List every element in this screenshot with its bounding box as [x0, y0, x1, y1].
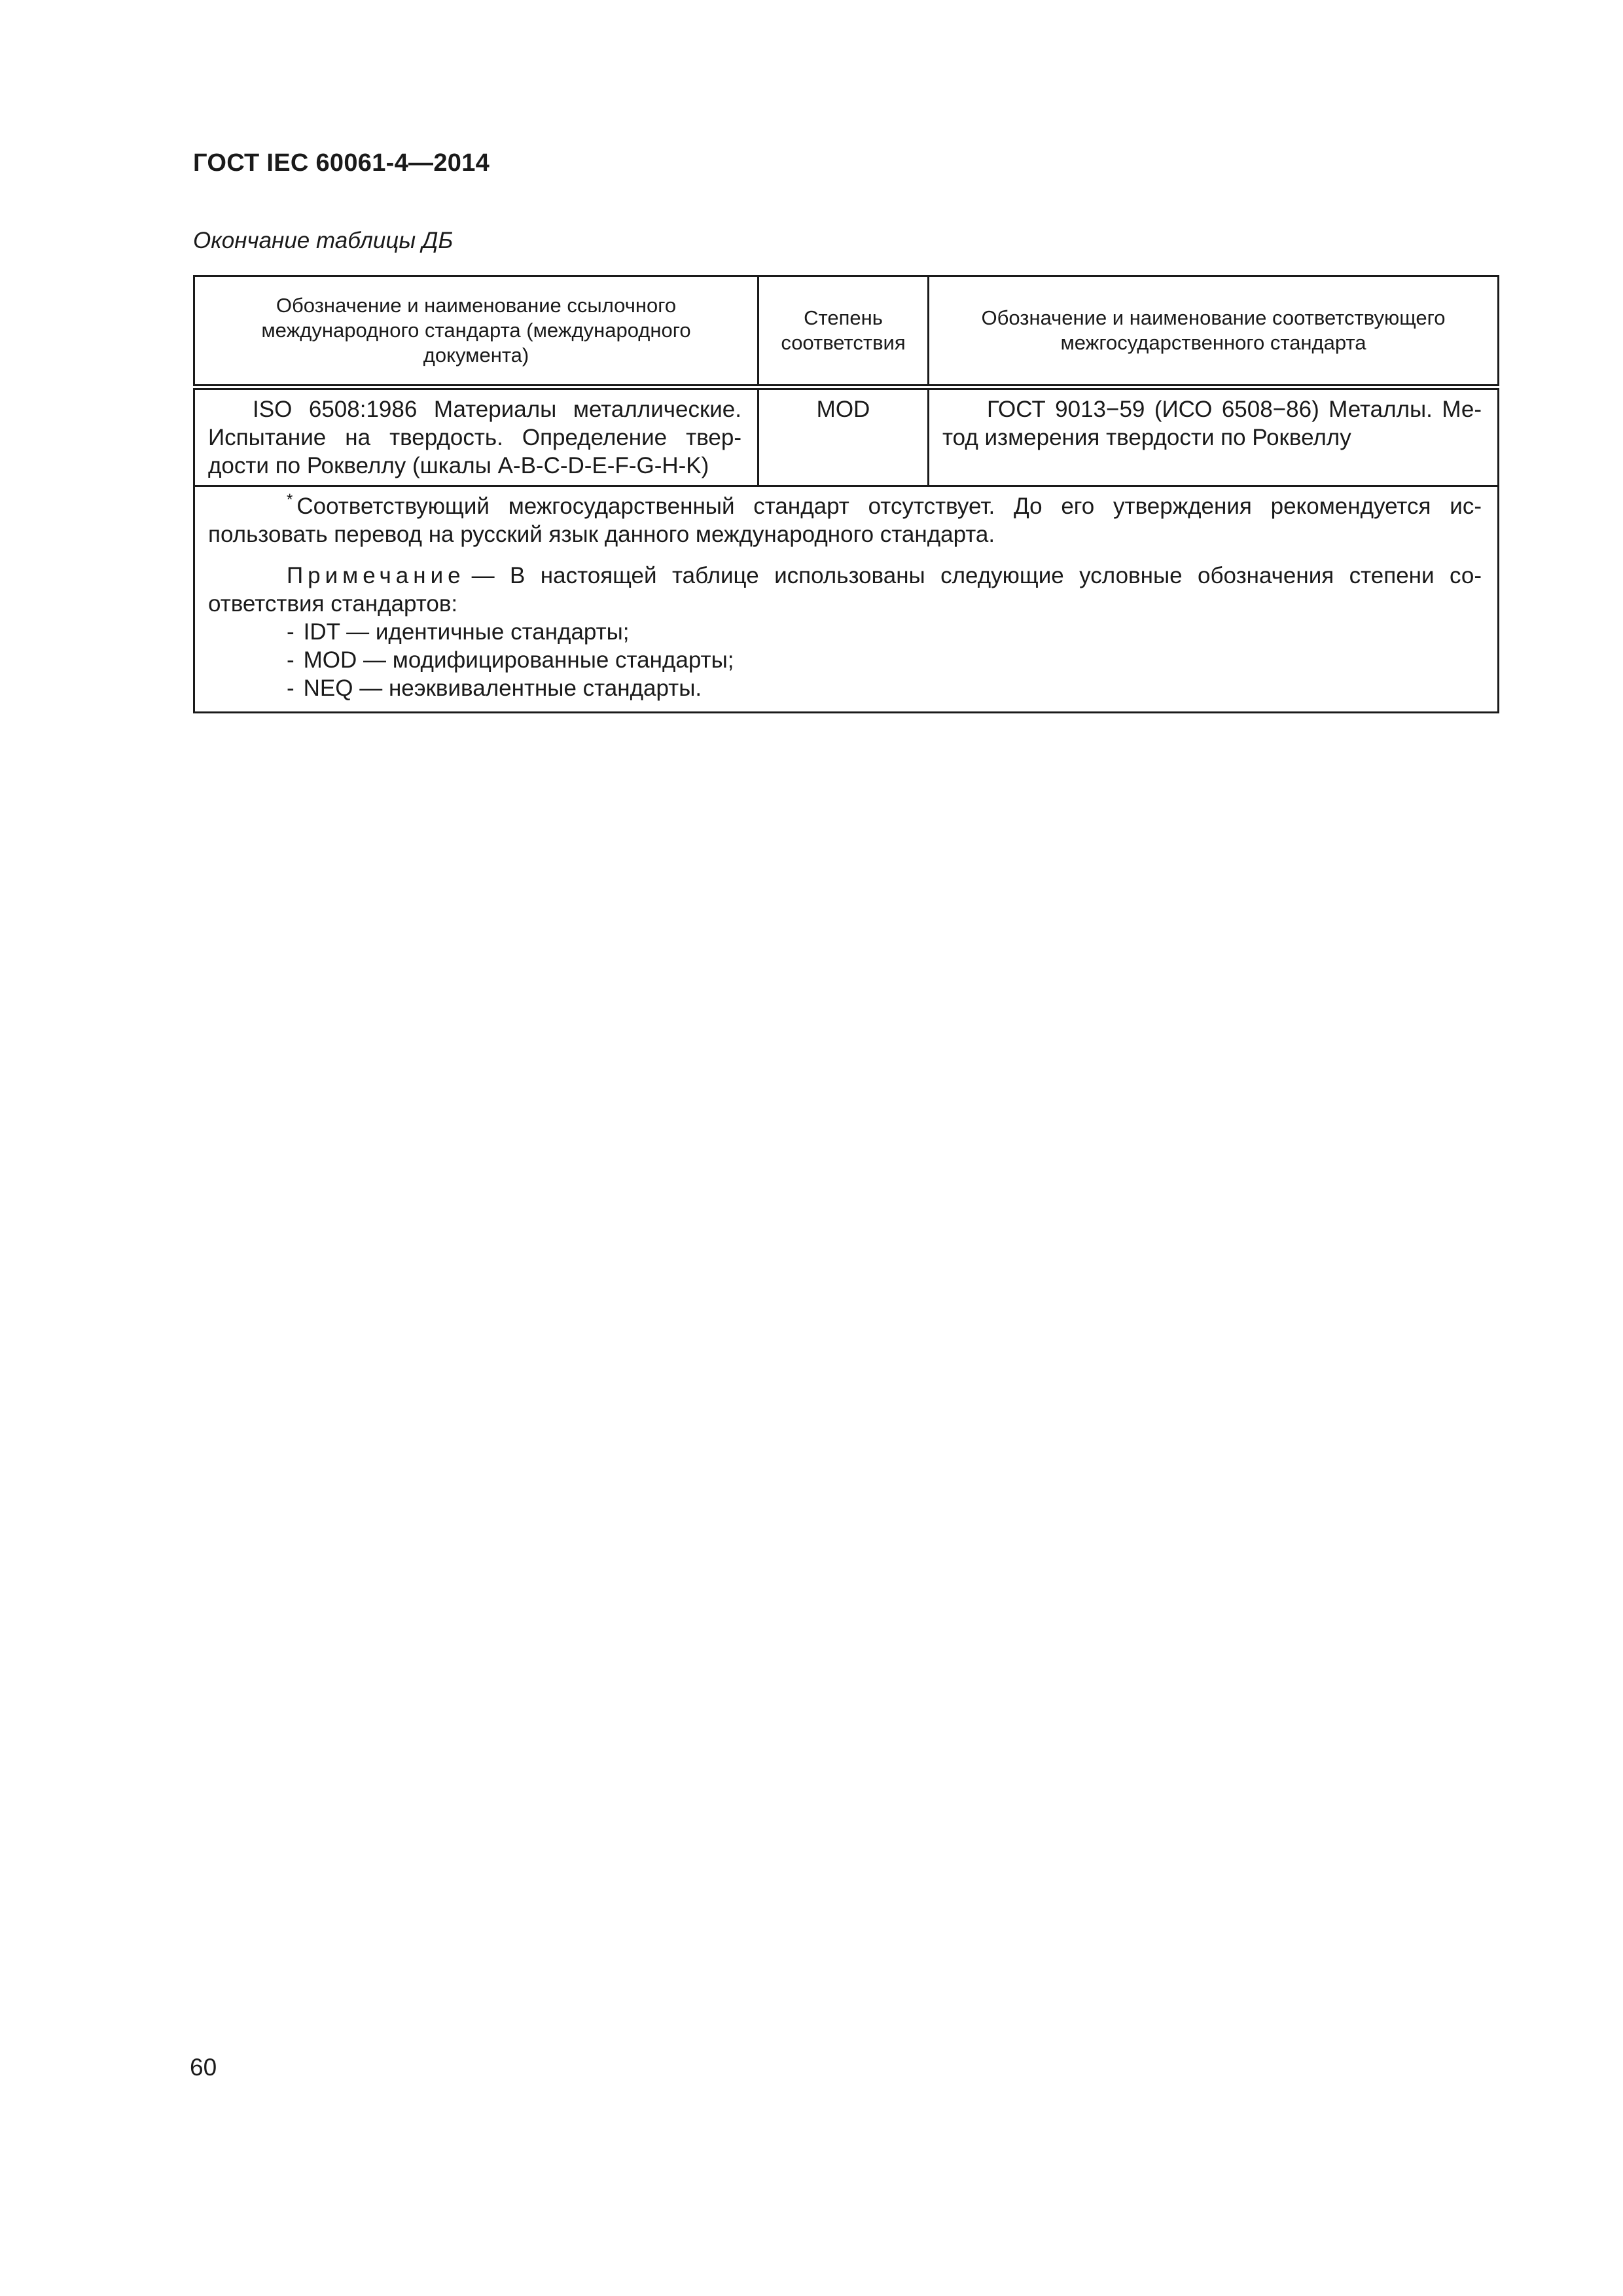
- cell-degree-of-conformity: MOD: [758, 387, 929, 486]
- page-number: 60: [190, 2054, 217, 2081]
- footnote-marker: *: [287, 491, 293, 509]
- header-international-standard: Обозначение и наименование ссылочного международного стандарта (международного документа): [194, 276, 758, 387]
- note-label: Примечание: [287, 563, 465, 588]
- list-dash: -: [287, 619, 294, 645]
- footnote-text: Соответствующий межгосударственный стандарт отсутствует. До его утверждения рекомендуется использовать перевод на русский язык данного международного стандарта.: [208, 493, 1482, 547]
- list-item: [287, 646, 1482, 674]
- list-item: [287, 618, 1482, 646]
- list-item-text: NEQ — неэквивалентные стандарты.: [303, 675, 702, 701]
- list-dash: -: [287, 647, 294, 673]
- list-item-text: IDT — идентичные стандарты;: [303, 619, 630, 645]
- document-code: ГОСТ IEC 60061-4—2014: [193, 149, 490, 177]
- table-caption: Окончание таблицы ДБ: [193, 228, 454, 253]
- note-list: [208, 618, 1482, 702]
- table-row: [194, 387, 1499, 486]
- header-degree-of-conformity: Степень соответствия: [758, 276, 929, 387]
- list-item-text: MOD — модифицированные стандарты;: [303, 647, 734, 673]
- table-notes-row: [194, 486, 1499, 713]
- list-dash: -: [287, 675, 294, 701]
- table-notes-cell: [194, 486, 1499, 713]
- standards-table: [193, 275, 1499, 713]
- cell-interstate-standard: ГОСТ 9013−59 (ИСО 6508−86) Металлы. Метод измерения твердости по Роквеллу: [929, 387, 1499, 486]
- list-item: [287, 674, 1482, 702]
- note-text: — В настоящей таблице использованы следующие условные обозначения степени соответствия стандартов:: [208, 563, 1482, 617]
- footnote: [208, 492, 1482, 548]
- note: [208, 562, 1482, 618]
- header-interstate-standard: Обозначение и наименование соответствующего межгосударственного стандарта: [929, 276, 1499, 387]
- table-header-row: [194, 276, 1499, 387]
- cell-international-standard: ISO 6508:1986 Материалы металлические. Испытание на твердость. Определение твердости по Роквеллу (шкалы A-B-C-D-E-F-G-H-K): [194, 387, 758, 486]
